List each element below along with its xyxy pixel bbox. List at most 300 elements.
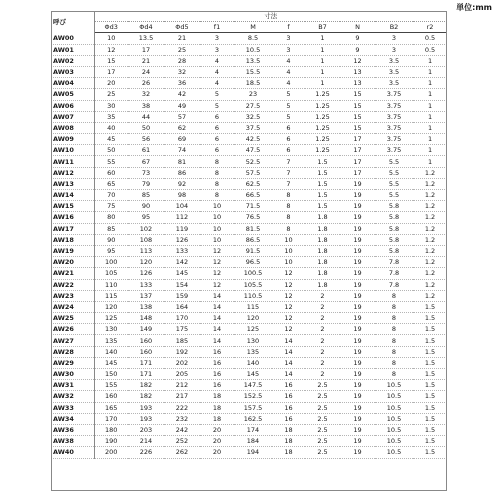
column-header-name: 呼び xyxy=(51,11,94,33)
table-cell: 2.5 xyxy=(305,402,340,413)
table-cell: 10.5 xyxy=(375,380,413,391)
table-row xyxy=(51,346,447,357)
table-row xyxy=(51,402,447,413)
table-cell: 8 xyxy=(375,335,413,346)
table-cell: 1.2 xyxy=(413,212,447,223)
table-cell: 73 xyxy=(128,167,164,178)
table-cell: 14 xyxy=(200,301,234,312)
table-cell: 1.5 xyxy=(413,413,447,424)
header-row-group xyxy=(51,11,447,22)
table-cell: 8 xyxy=(375,357,413,368)
table-cell: 1.5 xyxy=(413,301,447,312)
table-cell: 18 xyxy=(272,447,305,458)
table-cell: 12 xyxy=(272,268,305,279)
table-cell: 50 xyxy=(128,122,164,133)
table-cell: 5.8 xyxy=(375,234,413,245)
table-cell: 70 xyxy=(94,190,128,201)
column-group-dimensions: 寸法 xyxy=(94,11,447,22)
table-cell: 16 xyxy=(200,380,234,391)
table-cell: 4 xyxy=(200,55,234,66)
header-row-columns xyxy=(51,22,447,33)
table-cell: 108 xyxy=(128,234,164,245)
table-cell: 3 xyxy=(200,44,234,55)
table-cell: 2 xyxy=(305,357,340,368)
table-cell: 125 xyxy=(234,324,272,335)
table-cell: 145 xyxy=(94,357,128,368)
table-cell: 9 xyxy=(340,33,375,44)
row-designation: AW23 xyxy=(51,290,94,301)
table-cell: 212 xyxy=(164,380,200,391)
row-designation: AW01 xyxy=(51,44,94,55)
table-cell: 1.5 xyxy=(413,436,447,447)
column-header: Φd5 xyxy=(164,22,200,33)
table-cell: 16 xyxy=(200,369,234,380)
table-cell: 1 xyxy=(413,134,447,145)
table-cell: 1.2 xyxy=(413,201,447,212)
row-designation: AW16 xyxy=(51,212,94,223)
table-cell: 57.5 xyxy=(234,167,272,178)
table-cell: 16 xyxy=(272,391,305,402)
row-designation: AW06 xyxy=(51,100,94,111)
table-cell: 140 xyxy=(94,346,128,357)
table-cell: 19 xyxy=(340,391,375,402)
row-designation: AW03 xyxy=(51,66,94,77)
table-cell: 1.5 xyxy=(413,391,447,402)
table-cell: 155 xyxy=(94,380,128,391)
table-cell: 8 xyxy=(200,156,234,167)
table-cell: 61 xyxy=(128,145,164,156)
table-cell: 19 xyxy=(340,436,375,447)
table-cell: 19 xyxy=(340,413,375,424)
table-cell: 19 xyxy=(340,402,375,413)
table-row xyxy=(51,245,447,256)
table-cell: 3.75 xyxy=(375,122,413,133)
table-cell: 18 xyxy=(200,413,234,424)
row-designation: AW28 xyxy=(51,346,94,357)
table-cell: 1.2 xyxy=(413,257,447,268)
table-cell: 1.5 xyxy=(413,357,447,368)
table-cell: 159 xyxy=(164,290,200,301)
table-cell: 3.75 xyxy=(375,111,413,122)
table-cell: 170 xyxy=(164,313,200,324)
table-cell: 19 xyxy=(340,424,375,435)
table-cell: 160 xyxy=(128,346,164,357)
table-cell: 14 xyxy=(272,369,305,380)
table-row xyxy=(51,190,447,201)
table-cell: 5 xyxy=(272,89,305,100)
table-cell: 12 xyxy=(272,290,305,301)
table-cell: 35 xyxy=(94,111,128,122)
table-cell: 2 xyxy=(305,290,340,301)
table-cell: 3.5 xyxy=(375,55,413,66)
table-cell: 135 xyxy=(94,335,128,346)
table-cell: 10 xyxy=(200,223,234,234)
table-cell: 2 xyxy=(305,313,340,324)
table-cell: 1.25 xyxy=(305,134,340,145)
table-cell: 19 xyxy=(340,234,375,245)
row-designation: AW05 xyxy=(51,89,94,100)
table-cell: 1 xyxy=(305,55,340,66)
table-cell: 170 xyxy=(94,413,128,424)
table-cell: 1.5 xyxy=(413,402,447,413)
table-cell: 3 xyxy=(272,33,305,44)
table-row xyxy=(51,78,447,89)
table-cell: 120 xyxy=(128,257,164,268)
table-cell: 182 xyxy=(128,391,164,402)
table-cell: 5.5 xyxy=(375,167,413,178)
table-cell: 10.5 xyxy=(375,402,413,413)
table-cell: 110 xyxy=(94,279,128,290)
table-cell: 17 xyxy=(340,167,375,178)
table-cell: 10 xyxy=(200,201,234,212)
table-cell: 10.5 xyxy=(375,424,413,435)
table-cell: 90 xyxy=(128,201,164,212)
table-cell: 50 xyxy=(94,145,128,156)
table-cell: 115 xyxy=(234,301,272,312)
table-cell: 180 xyxy=(94,424,128,435)
row-designation: AW32 xyxy=(51,391,94,402)
table-cell: 8 xyxy=(375,301,413,312)
table-cell: 8 xyxy=(375,346,413,357)
table-cell: 1.8 xyxy=(305,223,340,234)
table-cell: 1.8 xyxy=(305,279,340,290)
table-cell: 126 xyxy=(164,234,200,245)
column-header: B2 xyxy=(375,22,413,33)
column-header: B7 xyxy=(305,22,340,33)
table-cell: 1.5 xyxy=(413,369,447,380)
table-cell: 1 xyxy=(413,78,447,89)
table-cell: 16 xyxy=(200,357,234,368)
table-cell: 62.5 xyxy=(234,178,272,189)
table-cell: 6 xyxy=(200,145,234,156)
table-cell: 160 xyxy=(94,391,128,402)
table-cell: 25 xyxy=(164,44,200,55)
table-cell: 8 xyxy=(272,212,305,223)
table-cell: 135 xyxy=(234,346,272,357)
table-cell: 12 xyxy=(272,301,305,312)
table-cell: 17 xyxy=(340,134,375,145)
table-row xyxy=(51,44,447,55)
table-cell: 66.5 xyxy=(234,190,272,201)
table-cell: 10.5 xyxy=(375,447,413,458)
table-cell: 20 xyxy=(200,436,234,447)
table-cell: 5.5 xyxy=(375,156,413,167)
table-cell: 12 xyxy=(340,55,375,66)
table-cell: 44 xyxy=(128,111,164,122)
table-cell: 1.25 xyxy=(305,100,340,111)
table-cell: 4 xyxy=(272,78,305,89)
table-cell: 1 xyxy=(305,66,340,77)
table-cell: 32.5 xyxy=(234,111,272,122)
table-row xyxy=(51,391,447,402)
table-cell: 6 xyxy=(272,134,305,145)
unit-note: 単位:mm xyxy=(456,3,492,12)
table-cell: 142 xyxy=(164,257,200,268)
table-cell: 162.5 xyxy=(234,413,272,424)
table-cell: 74 xyxy=(164,145,200,156)
table-cell: 20 xyxy=(200,424,234,435)
table-cell: 1.2 xyxy=(413,290,447,301)
table-cell: 2 xyxy=(305,301,340,312)
table-cell: 15 xyxy=(340,122,375,133)
table-cell: 1 xyxy=(413,111,447,122)
row-designation: AW02 xyxy=(51,55,94,66)
table-cell: 5 xyxy=(272,111,305,122)
table-cell: 8 xyxy=(375,324,413,335)
table-cell: 12 xyxy=(200,245,234,256)
table-cell: 226 xyxy=(128,447,164,458)
table-cell: 17 xyxy=(94,66,128,77)
table-cell: 1.5 xyxy=(413,424,447,435)
table-cell: 16 xyxy=(272,380,305,391)
table-cell: 119 xyxy=(164,223,200,234)
table-cell: 19 xyxy=(340,346,375,357)
row-designation: AW27 xyxy=(51,335,94,346)
table-row xyxy=(51,257,447,268)
table-cell: 105.5 xyxy=(234,279,272,290)
table-cell: 5.5 xyxy=(375,190,413,201)
table-cell: 133 xyxy=(128,279,164,290)
row-designation: AW38 xyxy=(51,436,94,447)
table-cell: 7 xyxy=(272,178,305,189)
table-cell: 13 xyxy=(340,66,375,77)
table-cell: 86 xyxy=(164,167,200,178)
table-cell: 49 xyxy=(164,100,200,111)
table-cell: 1.5 xyxy=(413,380,447,391)
table-cell: 1 xyxy=(413,122,447,133)
table-cell: 7 xyxy=(272,167,305,178)
table-cell: 133 xyxy=(164,245,200,256)
table-cell: 19 xyxy=(340,290,375,301)
table-row xyxy=(51,156,447,167)
table-cell: 40 xyxy=(94,122,128,133)
table-cell: 112 xyxy=(164,212,200,223)
table-row xyxy=(51,100,447,111)
table-cell: 18 xyxy=(200,402,234,413)
table-cell: 13.5 xyxy=(128,33,164,44)
table-cell: 115 xyxy=(94,290,128,301)
table-cell: 3.75 xyxy=(375,100,413,111)
table-cell: 76.5 xyxy=(234,212,272,223)
table-cell: 104 xyxy=(164,201,200,212)
table-row xyxy=(51,33,447,44)
table-cell: 20 xyxy=(200,447,234,458)
table-cell: 5 xyxy=(200,100,234,111)
table-cell: 47.5 xyxy=(234,145,272,156)
column-header: Φd3 xyxy=(94,22,128,33)
table-cell: 4 xyxy=(200,78,234,89)
table-row xyxy=(51,424,447,435)
table-cell: 171 xyxy=(128,357,164,368)
row-designation: AW31 xyxy=(51,380,94,391)
table-cell: 79 xyxy=(128,178,164,189)
table-cell: 3 xyxy=(375,33,413,44)
table-cell: 140 xyxy=(234,357,272,368)
table-cell: 12 xyxy=(200,257,234,268)
table-cell: 1.2 xyxy=(413,223,447,234)
table-cell: 85 xyxy=(94,223,128,234)
table-cell: 120 xyxy=(234,313,272,324)
table-cell: 6 xyxy=(272,122,305,133)
table-row xyxy=(51,290,447,301)
row-designation: AW14 xyxy=(51,190,94,201)
table-cell: 1 xyxy=(413,55,447,66)
row-designation: AW30 xyxy=(51,369,94,380)
table-cell: 192 xyxy=(164,346,200,357)
table-cell: 16 xyxy=(272,402,305,413)
table-cell: 1.8 xyxy=(305,234,340,245)
table-cell: 6 xyxy=(200,122,234,133)
column-header: Φd4 xyxy=(128,22,164,33)
table-cell: 1 xyxy=(305,78,340,89)
table-cell: 95 xyxy=(94,245,128,256)
row-designation: AW36 xyxy=(51,424,94,435)
row-designation: AW04 xyxy=(51,78,94,89)
table-cell: 17 xyxy=(128,44,164,55)
table-cell: 2 xyxy=(305,324,340,335)
table-cell: 1 xyxy=(413,145,447,156)
table-cell: 193 xyxy=(128,402,164,413)
table-cell: 202 xyxy=(164,357,200,368)
table-cell: 125 xyxy=(94,313,128,324)
table-cell: 2 xyxy=(305,369,340,380)
table-cell: 1 xyxy=(413,100,447,111)
table-cell: 194 xyxy=(234,447,272,458)
table-cell: 10.5 xyxy=(234,44,272,55)
table-cell: 157.5 xyxy=(234,402,272,413)
table-cell: 27.5 xyxy=(234,100,272,111)
row-designation: AW00 xyxy=(51,33,94,44)
table-cell: 19 xyxy=(340,279,375,290)
table-cell: 10 xyxy=(200,212,234,223)
table-row xyxy=(51,357,447,368)
table-cell: 8 xyxy=(200,178,234,189)
table-cell: 19 xyxy=(340,201,375,212)
table-row xyxy=(51,55,447,66)
table-cell: 8 xyxy=(375,290,413,301)
table-cell: 1.5 xyxy=(413,324,447,335)
table-cell: 17 xyxy=(340,145,375,156)
table-cell: 18 xyxy=(272,436,305,447)
table-cell: 19 xyxy=(340,447,375,458)
table-cell: 7.8 xyxy=(375,257,413,268)
table-cell: 62 xyxy=(164,122,200,133)
table-cell: 75 xyxy=(94,201,128,212)
table-cell: 20 xyxy=(94,78,128,89)
table-cell: 98 xyxy=(164,190,200,201)
table-cell: 1.25 xyxy=(305,122,340,133)
row-designation: AW10 xyxy=(51,145,94,156)
table-cell: 96.5 xyxy=(234,257,272,268)
table-cell: 2 xyxy=(305,346,340,357)
table-cell: 71.5 xyxy=(234,201,272,212)
table-cell: 6 xyxy=(272,145,305,156)
table-cell: 145 xyxy=(164,268,200,279)
table-cell: 5.8 xyxy=(375,201,413,212)
table-cell: 1 xyxy=(413,89,447,100)
table-cell: 19 xyxy=(340,380,375,391)
table-row xyxy=(51,447,447,458)
table-cell: 17 xyxy=(340,156,375,167)
table-cell: 16 xyxy=(200,346,234,357)
table-cell: 1.2 xyxy=(413,167,447,178)
table-cell: 81 xyxy=(164,156,200,167)
table-cell: 8 xyxy=(200,190,234,201)
table-cell: 19 xyxy=(340,190,375,201)
table-cell: 200 xyxy=(94,447,128,458)
table-cell: 1.2 xyxy=(413,234,447,245)
table-row xyxy=(51,201,447,212)
table-cell: 164 xyxy=(164,301,200,312)
table-cell: 19 xyxy=(340,335,375,346)
table-cell: 8.5 xyxy=(234,33,272,44)
table-cell: 8 xyxy=(272,201,305,212)
table-row xyxy=(51,178,447,189)
table-cell: 185 xyxy=(164,335,200,346)
table-cell: 8 xyxy=(272,190,305,201)
row-designation: AW17 xyxy=(51,223,94,234)
table-cell: 67 xyxy=(128,156,164,167)
table-cell: 38 xyxy=(128,100,164,111)
row-designation: AW29 xyxy=(51,357,94,368)
table-cell: 19 xyxy=(340,212,375,223)
row-designation: AW18 xyxy=(51,234,94,245)
table-cell: 6 xyxy=(200,111,234,122)
table-cell: 184 xyxy=(234,436,272,447)
table-cell: 148 xyxy=(128,313,164,324)
table-row xyxy=(51,134,447,145)
table-cell: 23 xyxy=(234,89,272,100)
table-cell: 193 xyxy=(128,413,164,424)
column-header: f xyxy=(272,22,305,33)
table-cell: 9 xyxy=(340,44,375,55)
table-cell: 21 xyxy=(128,55,164,66)
table-cell: 1.5 xyxy=(305,201,340,212)
table-cell: 182 xyxy=(128,380,164,391)
table-cell: 100 xyxy=(94,257,128,268)
table-cell: 10 xyxy=(272,234,305,245)
table-row xyxy=(51,122,447,133)
table-cell: 25 xyxy=(94,89,128,100)
table-cell: 26 xyxy=(128,78,164,89)
table-cell: 42.5 xyxy=(234,134,272,145)
table-cell: 13.5 xyxy=(234,55,272,66)
table-cell: 262 xyxy=(164,447,200,458)
table-cell: 2.5 xyxy=(305,413,340,424)
column-header: M xyxy=(234,22,272,33)
table-cell: 1.5 xyxy=(305,178,340,189)
table-cell: 1.2 xyxy=(413,190,447,201)
table-row xyxy=(51,380,447,391)
table-cell: 130 xyxy=(94,324,128,335)
table-cell: 65 xyxy=(94,178,128,189)
table-cell: 3 xyxy=(375,44,413,55)
table-row xyxy=(51,234,447,245)
table-cell: 205 xyxy=(164,369,200,380)
table-cell: 15.5 xyxy=(234,66,272,77)
table-cell: 12 xyxy=(272,324,305,335)
table-cell: 2.5 xyxy=(305,380,340,391)
row-designation: AW12 xyxy=(51,167,94,178)
table-cell: 0.5 xyxy=(413,33,447,44)
table-cell: 86.5 xyxy=(234,234,272,245)
row-designation: AW11 xyxy=(51,156,94,167)
row-designation: AW07 xyxy=(51,111,94,122)
table-cell: 175 xyxy=(164,324,200,335)
table-cell: 1.8 xyxy=(305,212,340,223)
table-cell: 214 xyxy=(128,436,164,447)
table-cell: 2 xyxy=(305,335,340,346)
